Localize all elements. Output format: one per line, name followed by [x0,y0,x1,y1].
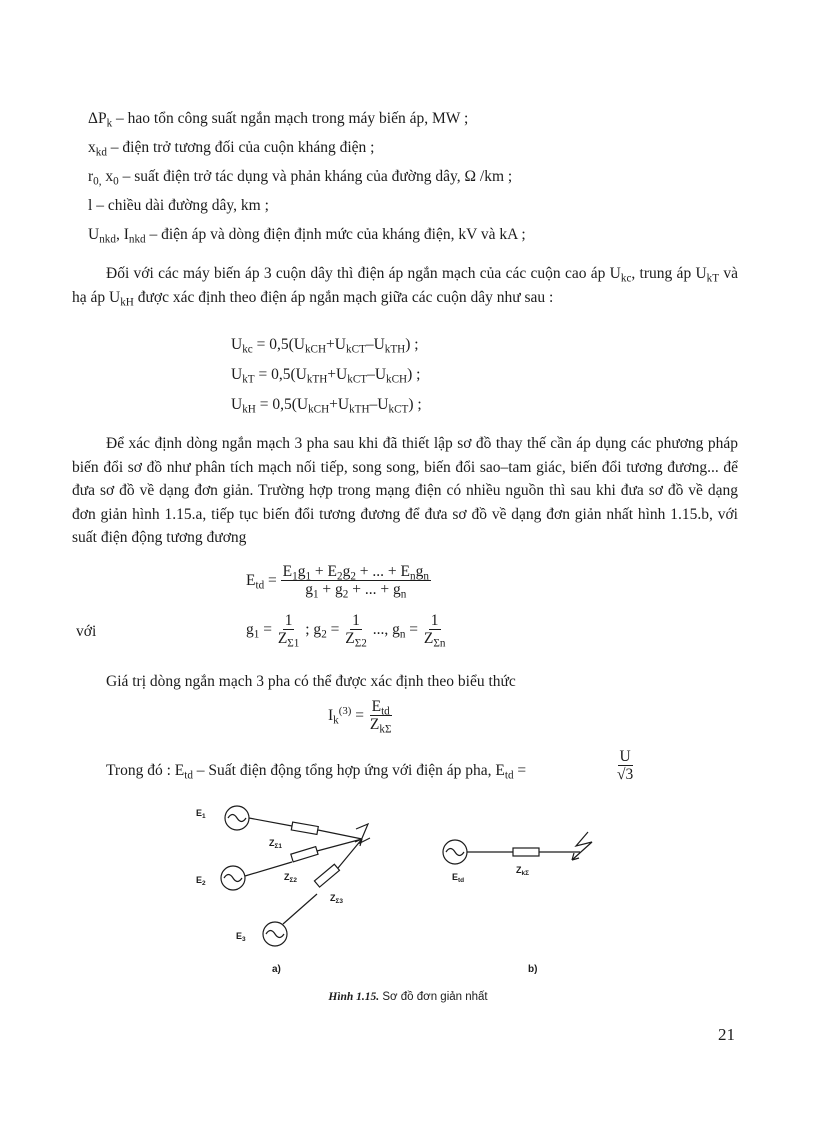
definition-l: l – chiều dài đường dây, km ; [88,197,269,214]
impedance-z2 [291,847,318,862]
label-e3: $E_3$ [236,931,246,943]
label-z2: $Z_{\Sigma 2}$ [284,872,297,884]
equation-ukc: $U_{kc} = 0,5(U_{kCH}+U_{kCT}-U_{kTH})$ ; [231,336,419,356]
label-zk: $Z_{k\Sigma}$ [516,865,529,877]
paragraph-three-winding: Đối với các máy biến áp 3 cuộn dây thì điện áp ngắn mạch của các cuộn cao áp $U_{kc}$, trung áp $U_{kT}$ và hạ áp $U_{kH}$ được xác định theo điện áp ngắn mạch giữa các cuộn dây như sau : [72,265,738,308]
sine-icon [224,875,242,882]
definition-xkd: $x_{kd}$ – điện trở tương đối của cuộn kháng điện ; [88,139,375,159]
equation-ukt: $U_{kT} = 0,5(U_{kTH}+U_{kCT}-U_{kCH})$ ; [231,366,421,386]
page-number: 21 [718,1025,735,1044]
impedance-zk [513,848,539,856]
figure-b-diagram [440,828,610,888]
word-voi: với [76,623,97,640]
paragraph-where: Trong đó : $E_{td}$ – Suất điện động tổng hợp ứng với điện áp pha, $E_{td}$ = [106,762,527,782]
label-e2: $E_2$ [196,875,206,887]
definition-unkd-inkd: $U_{nkd}$, $I_{nkd}$ – điện áp và dòng điện định mức của kháng điện, kV và kA ; [88,226,526,246]
paragraph-transform: Để xác định dòng ngắn mạch 3 pha sau khi đã thiết lập sơ đồ thay thế cần áp dụng các phương pháp biến đổi sơ đồ như phân tích mạch nối tiếp, song song, biến đổi sao–tam giác, biến đổi tương đương... để đưa sơ đồ về dạng đơn giản. Trường hợp trong mạng điện có nhiều nguồn thì sau khi đưa sơ đồ về dạng đơn giản hình 1.15.a, tiếp tục biến đổi tương đương để đưa sơ đồ về dạng đơn giản nhất hình 1.15.b, với suất điện động tương đương [72,435,738,546]
sine-icon [266,931,284,938]
figure-caption: Hình 1.15. Sơ đồ đơn giản nhất [328,991,488,1003]
definition-r0-x0: $r_{0,}$ $x_0$ – suất điện trở tác dụng và phản kháng của đường dây, Ω /km ; [88,168,513,188]
label-z3: $Z_{\Sigma 3}$ [330,893,343,905]
impedance-z3 [314,864,339,887]
impedance-z1 [291,822,318,834]
formula-u-over-sqrt3: $\frac{U}{√3}$ [617,748,634,783]
fault-arrow-icon [572,832,592,860]
equation-ukh: $U_{kH} = 0,5(U_{kCH}+U_{kTH}-U_{kCT})$ ; [231,396,422,416]
sine-icon [228,815,246,822]
paragraph-current: Giá trị dòng ngắn mạch 3 pha có thể được xác định theo biểu thức [106,673,516,690]
formula-etd: $E_{td}$ = $\frac{E_1g_1 + E_2g_2 + ... + E_ng_n}{g_1 + g_2 + ... + g_n}$ [246,563,429,601]
label-e1: $E_1$ [196,808,206,820]
label-etd: $E_{td}$ [452,872,465,884]
subfigure-b-label: b) [528,964,538,975]
formula-g: $g_1$ = $\frac{1}{Z_{\Sigma 1}}$ ; $g_2$ = $\frac{1}{Z_{\Sigma 2}}$ ..., $g_n$ = $\frac{1}{Z_{\Sigma n}}$ [246,612,446,650]
sine-icon [446,849,464,856]
formula-ik: $I_k^{(3)}$ = $\frac{E_{td}}{Z_{k\Sigma}}$ [328,698,392,736]
subfigure-a-label: a) [272,964,281,975]
label-z1: $Z_{\Sigma 1}$ [269,838,282,850]
definition-delta-pk: $\Delta P_k$ – hao tổn công suất ngắn mạch trong máy biến áp, MW ; [88,110,469,130]
